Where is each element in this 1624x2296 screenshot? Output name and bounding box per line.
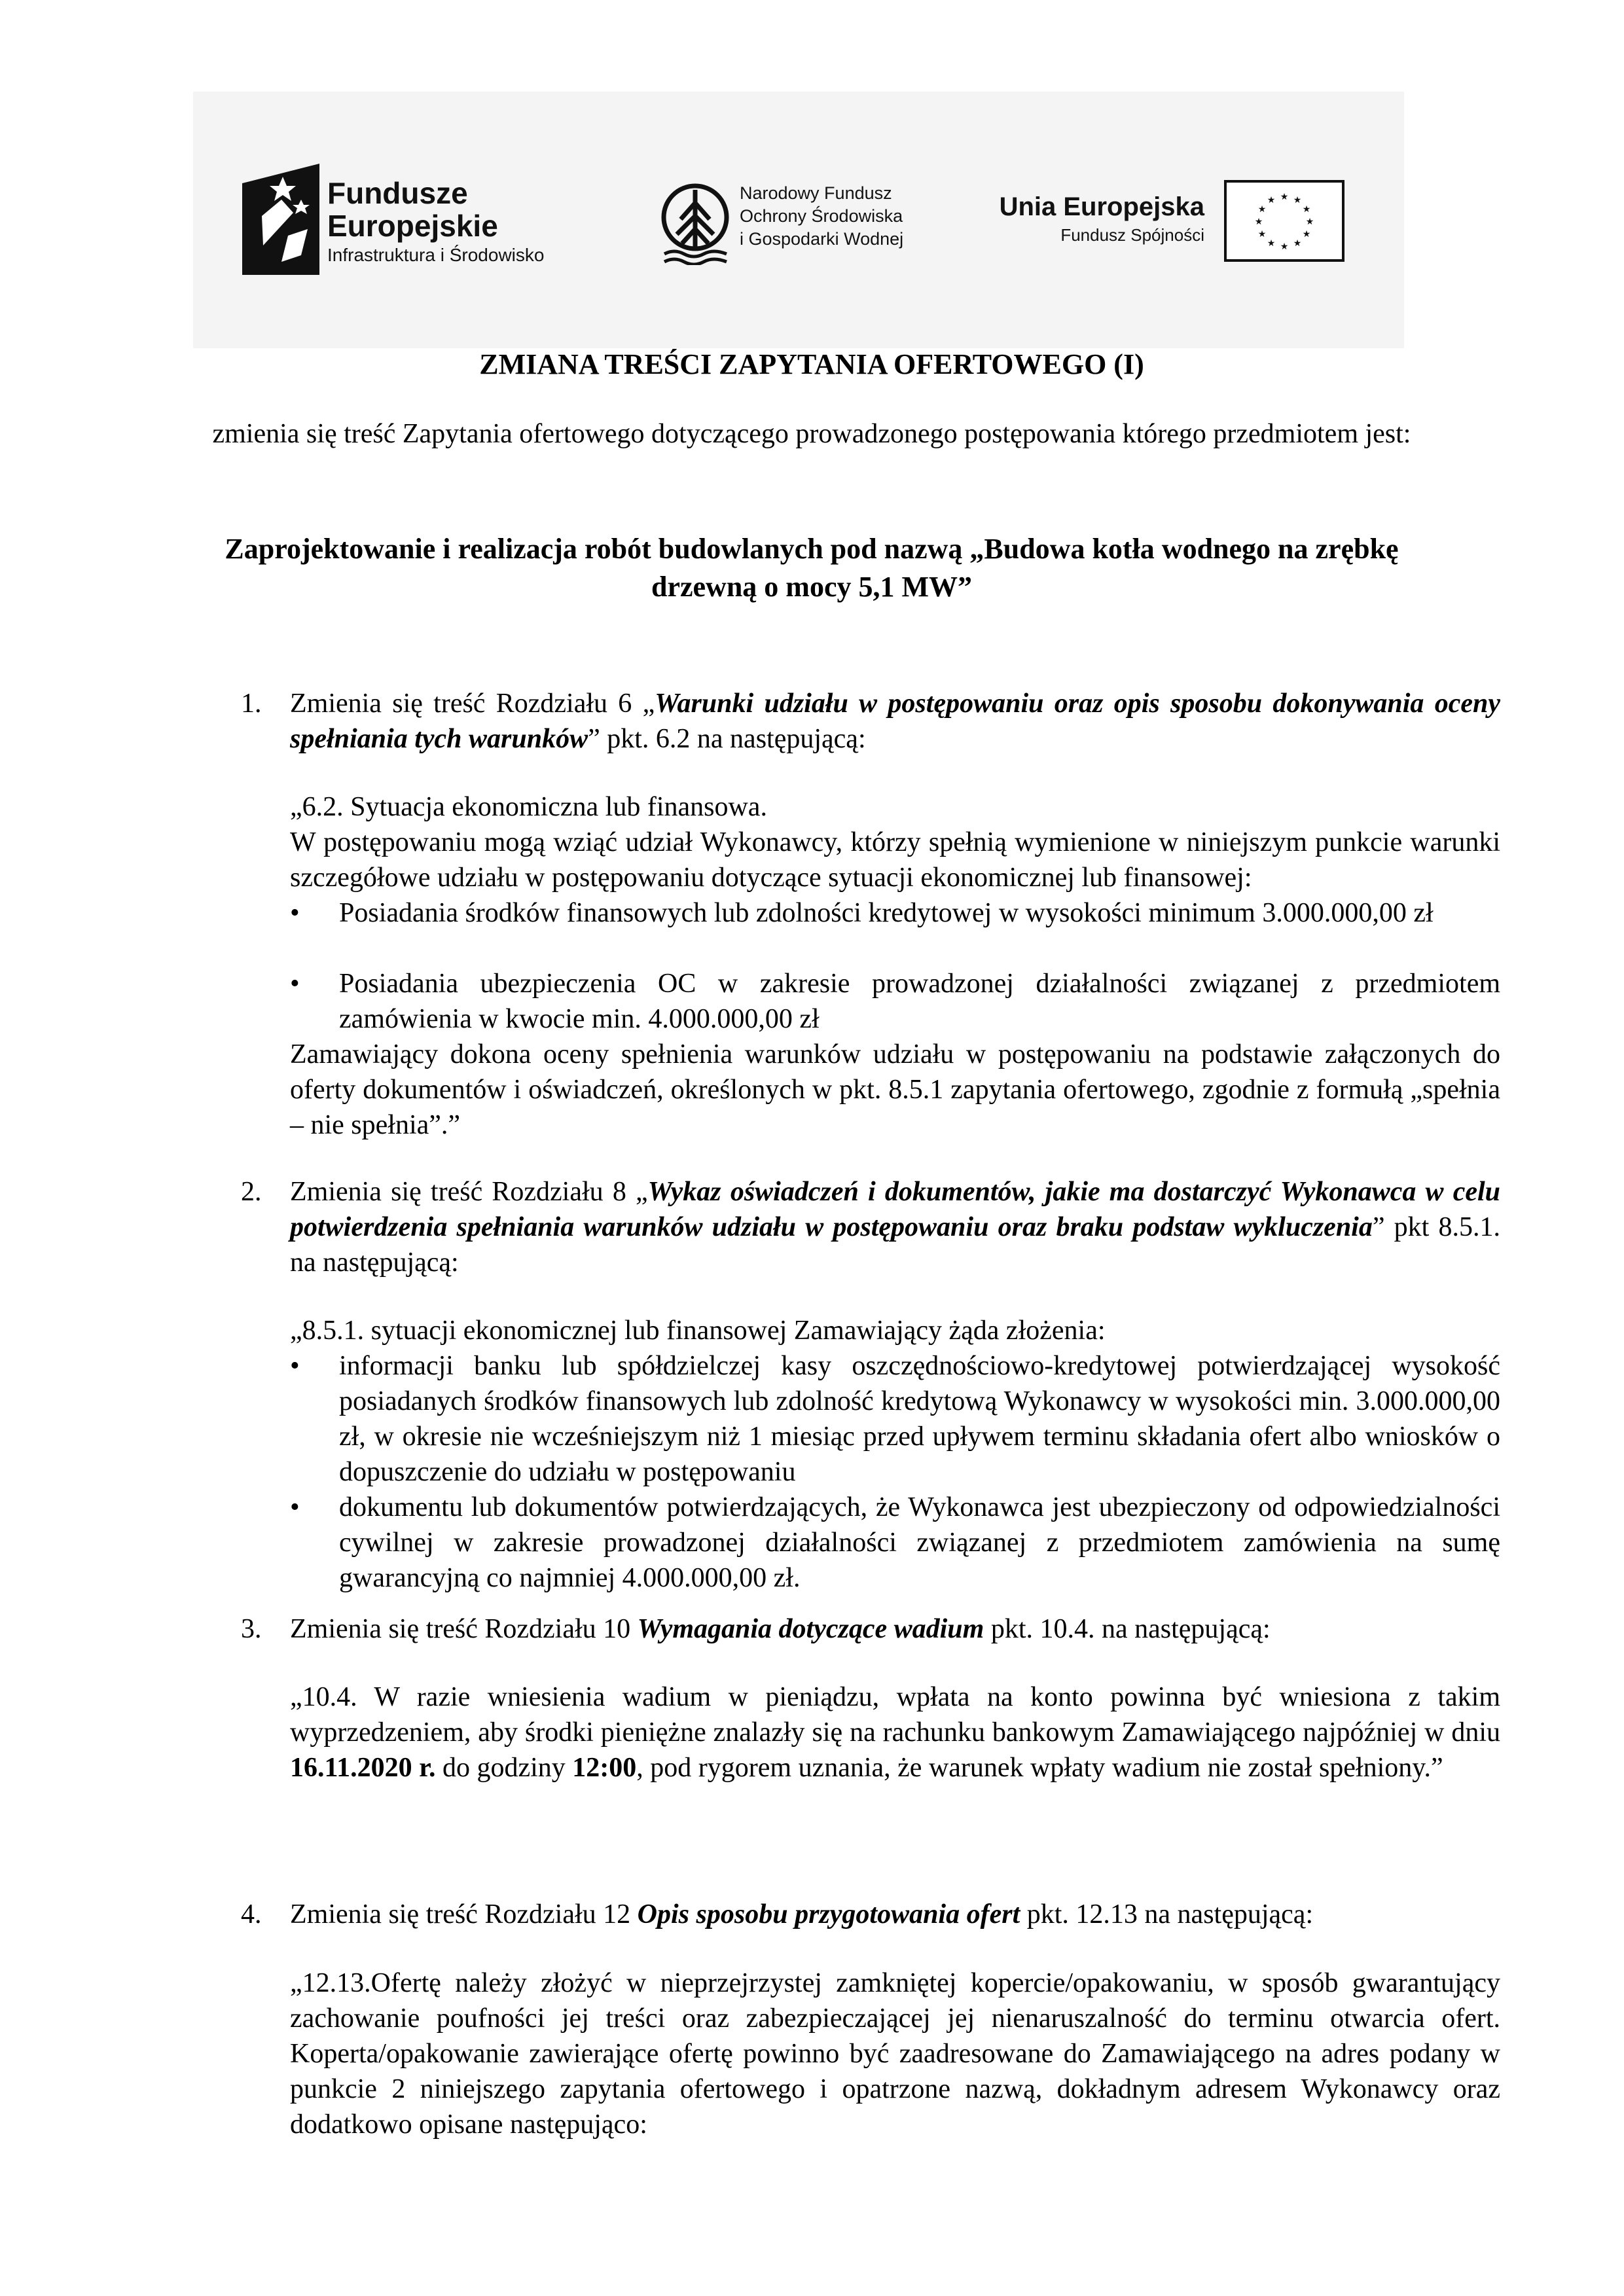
item-3-quote — [290, 1679, 1500, 1785]
item-4-post: pkt. 12.13 na następującą: — [1020, 1899, 1314, 1929]
item-2-chapter-title: Wykaz oświadczeń i dokumentów, jakie ma dostarczyć Wykonawca w celu potwierdzenia spełniania warunków udziału w postępowaniu oraz braku podstaw wykluczenia — [290, 1177, 1500, 1242]
fundusze-europejskie-logo — [242, 164, 569, 278]
item-1-number: 1. — [241, 689, 262, 719]
item-1-post: ” pkt. 6.2 na następującą: — [588, 724, 866, 754]
fundusze-logo-line1: Fundusze — [327, 176, 468, 210]
svg-text:★: ★ — [1280, 242, 1289, 252]
nfosigw-logo — [661, 177, 923, 275]
unia-europejska-logo — [982, 180, 1348, 272]
document-title: ZMIANA TREŚCI ZAPYTANIA OFERTOWEGO (I) — [479, 348, 1144, 380]
item-1-bullet-2: Posiadania ubezpieczenia OC w zakresie prowadzonej działalności związanej z przedmiotem zamówienia w kwocie min. 4.000.000,00 zł — [339, 969, 1500, 1034]
fundusze-logo-line2: Europejskie — [327, 209, 498, 243]
nfosigw-logo-line1: Narodowy Fundusz — [740, 183, 892, 203]
item-3-post: pkt. 10.4. na następującą: — [984, 1614, 1271, 1644]
svg-text:★: ★ — [1302, 229, 1311, 240]
svg-text:★: ★ — [1257, 204, 1267, 215]
nfosigw-logo-line2: Ochrony Środowiska — [740, 206, 903, 226]
item-1-quote-heading: „6.2. Sytuacja ekonomiczna lub finansowa. — [290, 792, 767, 822]
eu-flag-icon — [1224, 180, 1344, 262]
bullet-icon: • — [290, 969, 300, 999]
ue-logo-line1: Unia Europejska — [999, 192, 1204, 221]
nfosigw-logo-line3: i Gospodarki Wodnej — [740, 229, 904, 249]
item-2-bullet-1: informacji banku lub spółdzielczej kasy oszczędnościowo-kredytowej potwierdzającej wysokość posiadanych środków finansowych lub zdolność kredytową Wykonawcy w wysokości min. 3.000.000,00 zł, w okresie nie wcześniejszym niż 1 miesiąc przed upływem terminu składania ofert albo wniosków o dopuszczenie do udziału w postępowaniu — [339, 1351, 1500, 1487]
item-2-heading — [290, 1174, 1500, 1280]
nfosigw-tree-icon — [661, 183, 730, 265]
svg-text:★: ★ — [1302, 204, 1311, 215]
bullet-icon: • — [290, 1351, 300, 1381]
item-4-heading — [290, 1897, 1500, 1932]
svg-text:★: ★ — [1305, 217, 1314, 227]
item-4-chapter-title: Opis sposobu przygotowania ofert — [637, 1899, 1020, 1929]
item-3-pre: Zmienia się treść Rozdziału 10 — [290, 1614, 638, 1644]
ue-logo-line2: Fundusz Spójności — [1060, 225, 1204, 245]
item-3-quote-a: „10.4. W razie wniesienia wadium w pieniądzu, wpłata na konto powinna być wniesiona z takim wyprzedzeniem, aby środki pieniężne znalazły się na rachunku bankowym Zamawiającego najpóźniej w dniu — [290, 1682, 1500, 1748]
item-3-deadline-time: 12:00 — [572, 1753, 637, 1783]
svg-text:★: ★ — [1267, 195, 1276, 206]
item-3-quote-c: , pod rygorem uznania, że warunek wpłaty wadium nie został spełniony.” — [636, 1753, 1443, 1783]
item-2-quote-heading: „8.5.1. sytuacji ekonomicznej lub finansowej Zamawiający żąda złożenia: — [290, 1316, 1106, 1346]
bullet-icon: • — [290, 898, 300, 928]
intro-text: zmienia się treść Zapytania ofertowego dotyczącego prowadzonego postępowania którego przedmiotem jest: — [212, 419, 1411, 449]
bullet-icon: • — [290, 1492, 300, 1522]
item-2-bullet-2: dokumentu lub dokumentów potwierdzających, że Wykonawca jest ubezpieczony od odpowiedzialności cywilnej w zakresie prowadzonej działalności związanej z przedmiotem zamówienia na sumę gwarancyjną co najmniej 4.000.000,00 zł. — [339, 1492, 1500, 1593]
svg-text:★: ★ — [1257, 229, 1267, 240]
item-3-number: 3. — [241, 1614, 262, 1644]
item-4-number: 4. — [241, 1899, 262, 1929]
fundusze-europejskie-star-icon — [242, 164, 319, 275]
item-1-quote-body: W postępowaniu mogą wziąć udział Wykonawcy, którzy spełnią wymienione w niniejszym punkcie warunki szczegółowe udziału w postępowaniu dotyczące sytuacji ekonomicznej lub finansowej: — [290, 827, 1500, 893]
item-1-pre: Zmienia się treść Rozdziału 6 „ — [290, 689, 655, 719]
subject-title: Zaprojektowanie i realizacja robót budowlanych pod nazwą „Budowa kotła wodnego na zrębkę drzewną o mocy 5,1 MW” — [225, 533, 1399, 603]
svg-text:★: ★ — [1254, 217, 1263, 227]
item-1-bullet-1: Posiadania środków finansowych lub zdolności kredytowej w wysokości minimum 3.000.000,00 zł — [339, 898, 1434, 928]
item-2-number: 2. — [241, 1177, 262, 1207]
item-2-pre: Zmienia się treść Rozdziału 8 „ — [290, 1177, 648, 1207]
item-2-post: ” pkt 8.5.1. na następującą: — [290, 1212, 1500, 1278]
item-1-chapter-title: Warunki udziału w postępowaniu oraz opis sposobu dokonywania oceny spełniania tych warunków — [290, 689, 1500, 754]
item-1-closing: Zamawiający dokona oceny spełnienia warunków udziału w postępowaniu na podstawie załączonych do oferty dokumentów i oświadczeń, określonych w pkt. 8.5.1 zapytania ofertowego, zgodnie z formułą „spełnia – nie spełnia”.” — [290, 1039, 1500, 1140]
svg-text:★: ★ — [1293, 238, 1302, 249]
item-3-quote-b: do godziny — [435, 1753, 573, 1783]
fundusze-logo-line3: Infrastruktura i Środowisko — [327, 245, 545, 265]
item-4-quote-body: „12.13.Ofertę należy złożyć w nieprzejrzystej zamkniętej kopercie/opakowaniu, w sposób gwarantujący zachowanie poufności jej treści oraz zabezpieczającej jej nienaruszalność do terminu otwarcia ofert. Koperta/opakowanie zawierające ofertę powinno być zaadresowane do Zamawiającego na adres podany w punkcie 2 niniejszego zapytania ofertowego i opatrzone nazwą, dokładnym adresem Wykonawcy oraz dodatkowo opisane następująco: — [290, 1968, 1500, 2140]
item-4-pre: Zmienia się treść Rozdziału 12 — [290, 1899, 638, 1929]
item-3-deadline-date: 16.11.2020 r. — [290, 1753, 436, 1783]
svg-text:★: ★ — [1293, 195, 1302, 206]
item-1-heading — [290, 686, 1500, 757]
item-3-chapter-title: Wymagania dotyczące wadium — [637, 1614, 984, 1644]
item-3-heading — [290, 1611, 1500, 1647]
svg-text:★: ★ — [1267, 238, 1276, 249]
svg-text:★: ★ — [1280, 192, 1289, 202]
